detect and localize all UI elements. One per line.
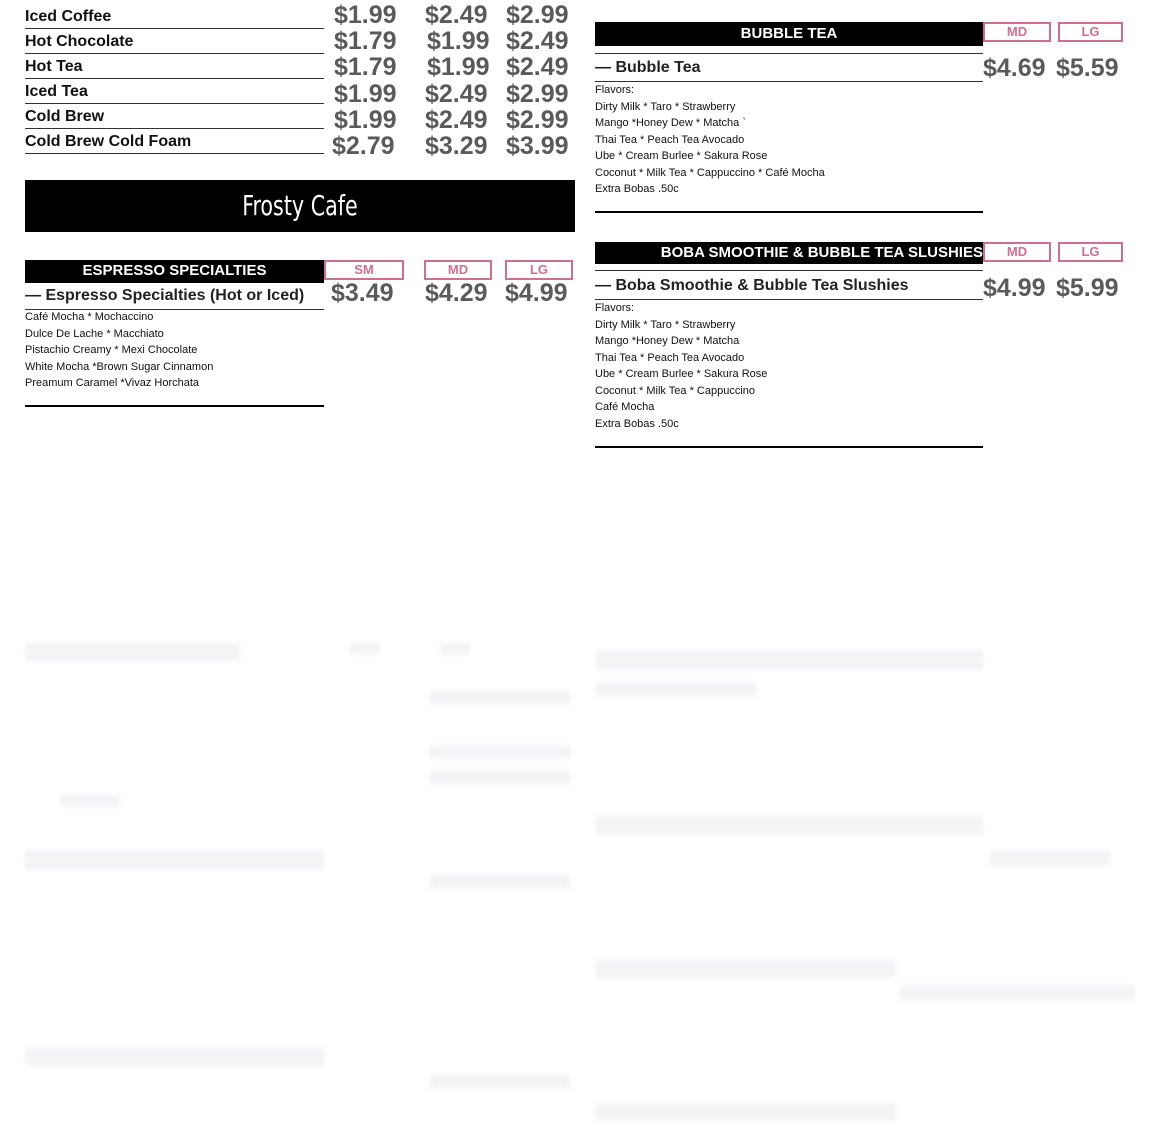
menu-item-name: Cold Brew: [25, 105, 324, 129]
flavor-list: [595, 300, 767, 432]
price-lg: $4.99: [505, 279, 568, 307]
price-sm: $1.99: [334, 1, 397, 29]
cafe-banner: [25, 180, 575, 232]
size-tag-sm: SM: [324, 260, 404, 280]
price-lg: $2.49: [506, 27, 569, 55]
flavor-line: Dirty Milk * Taro * Strawberry: [595, 318, 736, 331]
menu-item-name: Iced Coffee: [25, 5, 324, 29]
faded-block: [430, 875, 570, 889]
size-tag-lg: LG: [1058, 22, 1123, 42]
price-md: $2.49: [425, 106, 488, 134]
faded-block: [60, 795, 120, 807]
price-lg: $3.99: [506, 132, 569, 160]
menu-item-name: Hot Chocolate: [25, 30, 324, 54]
size-tag-md: MD: [424, 260, 492, 280]
flavor-line: Ube * Cream Burlee * Sakura Rose: [595, 368, 768, 380]
flavor-line: Flavors:: [595, 84, 635, 96]
price-md: $4.29: [425, 279, 488, 307]
section-divider: [595, 211, 983, 213]
title-top-rule: [595, 53, 983, 54]
title-top-rule: [595, 270, 983, 271]
size-tag-md: MD: [983, 22, 1051, 42]
flavor-list: [25, 309, 213, 392]
item-title: — Espresso Specialties (Hot or Iced): [25, 283, 324, 310]
flavor-list: [595, 82, 825, 198]
flavor-line: Thai Tea * Peach Tea Avocado: [595, 351, 745, 364]
price-lg: $5.59: [1056, 54, 1119, 82]
section-divider: [25, 405, 324, 407]
faded-block: [990, 850, 1110, 866]
price-md: $4.69: [983, 54, 1046, 82]
banner-title: Frosty Cafe: [242, 189, 358, 222]
price-lg: $2.99: [506, 80, 569, 108]
flavor-line: Dirty Milk * Taro * Strawberry: [595, 100, 736, 113]
flavor-line: Thai Tea * Peach Tea Avocado: [595, 133, 745, 146]
price-sm: $3.49: [331, 279, 394, 307]
flavor-line: Mango *Honey Dew * Matcha `: [595, 117, 747, 129]
faded-block: [430, 1075, 570, 1089]
section-header-text: BOBA SMOOTHIE & BUBBLE TEA SLUSHIES: [660, 244, 983, 261]
faded-block: [596, 815, 983, 835]
flavor-line: Coconut * Milk Tea * Cappuccino * Café Mocha: [595, 166, 825, 179]
faded-block: [25, 850, 324, 870]
size-tag-lg: LG: [1058, 242, 1123, 262]
section-header: ESPRESSO SPECIALTIES: [25, 260, 324, 283]
faded-block: [350, 643, 380, 655]
faded-block: [430, 745, 570, 759]
faded-block: [596, 960, 896, 978]
section-divider: [595, 446, 983, 448]
faded-block: [25, 643, 240, 661]
menu-item-name: Hot Tea: [25, 55, 324, 79]
flavor-line: White Mocha *Brown Sugar Cinnamon: [25, 360, 214, 373]
item-title: — Bubble Tea: [595, 55, 983, 82]
flavor-line: Extra Bobas .50c: [595, 183, 679, 195]
faded-block: [430, 770, 570, 784]
price-sm: $1.79: [334, 27, 397, 55]
faded-block: [596, 650, 983, 670]
price-md: $1.99: [427, 53, 490, 81]
price-md: $3.29: [425, 132, 488, 160]
menu-item-name: Iced Tea: [25, 80, 324, 104]
faded-block: [430, 690, 570, 704]
price-md: $2.49: [425, 1, 488, 29]
flavor-line: Pistachio Creamy * Mexi Chocolate: [25, 344, 198, 356]
price-md: $2.49: [425, 80, 488, 108]
flavor-line: Mango *Honey Dew * Matcha: [595, 335, 740, 347]
price-md: $4.99: [983, 274, 1046, 302]
price-sm: $2.79: [332, 132, 395, 160]
flavor-line: Dulce De Lache * Macchiato: [25, 327, 164, 340]
menu-item-name: Cold Brew Cold Foam: [25, 130, 324, 154]
price-lg: $2.99: [506, 106, 569, 134]
faded-block: [596, 683, 756, 697]
price-lg: $2.99: [506, 1, 569, 29]
flavor-line: Coconut * Milk Tea * Cappuccino: [595, 384, 755, 397]
flavor-line: Preamum Caramel *Vivaz Horchata: [25, 377, 200, 389]
faded-block: [25, 1048, 324, 1066]
flavor-line: Extra Bobas .50c: [595, 417, 679, 430]
price-sm: $1.99: [334, 106, 397, 134]
flavor-line: Flavors:: [595, 302, 635, 314]
faded-block: [900, 985, 1135, 1001]
section-header: [595, 242, 983, 264]
price-lg: $5.99: [1056, 274, 1119, 302]
price-lg: $2.49: [506, 53, 569, 81]
section-header: BUBBLE TEA: [595, 22, 983, 46]
price-sm: $1.79: [334, 53, 397, 81]
item-title: — Boba Smoothie & Bubble Tea Slushies: [595, 273, 983, 300]
faded-block: [596, 1103, 896, 1121]
size-tag-md: MD: [983, 242, 1051, 262]
price-sm: $1.99: [334, 80, 397, 108]
flavor-line: Ube * Cream Burlee * Sakura Rose: [595, 150, 768, 162]
size-tag-lg: LG: [505, 260, 573, 280]
flavor-line: Café Mocha: [595, 401, 655, 413]
flavor-line: Café Mocha * Mochaccino: [25, 311, 154, 323]
price-md: $1.99: [427, 27, 490, 55]
faded-block: [440, 643, 470, 655]
